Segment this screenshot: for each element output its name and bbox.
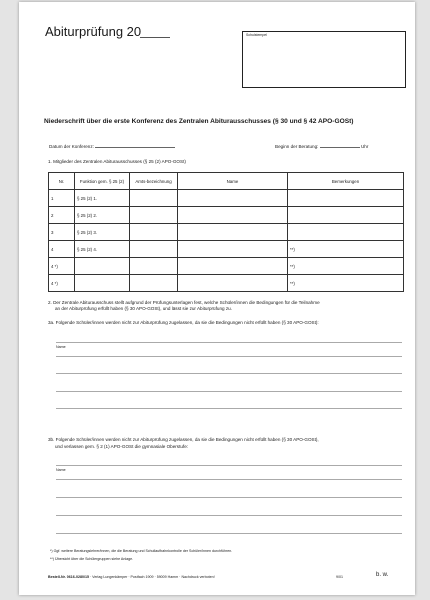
table-row [49, 207, 404, 224]
form-sheet [19, 2, 415, 595]
start-time-label: Beginn der Beratung: [275, 144, 319, 149]
row-name-cell[interactable] [178, 190, 288, 207]
table-row [49, 258, 404, 275]
conference-date-row [49, 143, 175, 149]
row-function: § 25 (2) 4. [75, 241, 130, 258]
row-title-cell[interactable] [130, 224, 178, 241]
row-number: 4 *) [49, 275, 75, 292]
row-name-cell[interactable] [178, 241, 288, 258]
row-number: 4 *) [49, 258, 75, 275]
document-heading: Niederschrift über die erste Konferenz des Zentralen Abiturausschusses (§ 30 und § 42 APO-GOSt) [44, 118, 354, 125]
members-table-header [49, 173, 404, 190]
column-header: Bemerkungen [288, 173, 404, 190]
table-row [49, 241, 404, 258]
row-function [75, 275, 130, 292]
section-3b-line-2: und verlassen gem. § 2 (1) APO-GOSt die gymnasiale Oberstufe: [55, 444, 189, 449]
section-3a-line[interactable] [56, 373, 402, 374]
footnote-2: **) Übersicht über die Schülergruppen siehe Anlage. [50, 557, 134, 561]
column-header: Amts-bezeichnung [130, 173, 178, 190]
order-number: Bestell-Nr. 0616-0280/15 [48, 575, 89, 579]
row-function: § 25 (2) 3. [75, 224, 130, 241]
row-title-cell[interactable] [130, 207, 178, 224]
section-3b-line[interactable] [56, 479, 402, 480]
section-3a-text: 3a. Folgende Schüler/innen werden nicht zur Abiturprüfung zugelassen, da sie die Bedingungen nicht erfüllt haben (§ 30 APO-GOSt): [48, 320, 319, 325]
publisher-line: · Verlag Lungenkämper · Postfach 1909 · 59009 Hamm · Nachdruck verboten! [88, 575, 215, 579]
section-2-line-1: 2. Der Zentrale Abiturausschuss stellt aufgrund der Prüfungsunterlagen fest, welche Schüler/innen die Bedingungen für die Teilnahme [48, 300, 320, 305]
footnote-1: *) Ggf. weitere Beratungslehrer/innen, die die Beratung und Schullaufbahnkontrolle der Schüler/innen durchführen. [50, 549, 233, 553]
row-name-cell[interactable] [178, 275, 288, 292]
row-name-cell[interactable] [178, 258, 288, 275]
column-header: Nr. [49, 173, 75, 190]
row-name-cell[interactable] [178, 224, 288, 241]
section-3a-line[interactable] [56, 391, 402, 392]
table-row [49, 190, 404, 207]
row-number: 1 [49, 190, 75, 207]
row-number: 3 [49, 224, 75, 241]
table-row [49, 224, 404, 241]
row-remarks[interactable] [288, 190, 404, 207]
row-name-cell[interactable] [178, 207, 288, 224]
section-3b-line[interactable] [56, 465, 402, 466]
row-title-cell[interactable] [130, 241, 178, 258]
section-3b-name-label: Name [56, 468, 66, 472]
section-3a-name-label: Name [56, 345, 66, 349]
row-remarks[interactable]: **) [288, 258, 404, 275]
please-turn-over: b. w. [376, 572, 389, 578]
section-2-line-2: an der Abiturprüfung erfüllt haben (§ 30 APO-GOSt), und lässt sie zur Abiturprüfung zu. [55, 306, 232, 311]
section-3a-line[interactable] [56, 342, 402, 343]
year-blank-line [140, 37, 170, 38]
row-title-cell[interactable] [130, 275, 178, 292]
table-row [49, 275, 404, 292]
section-3a-line[interactable] [56, 356, 402, 357]
section-1-label: 1. Mitglieder des Zentralen Abiturausschusses (§ 25 (2) APO-GOSt) [48, 159, 186, 164]
row-title-cell[interactable] [130, 190, 178, 207]
section-3a-line[interactable] [56, 408, 402, 409]
row-title-cell[interactable] [130, 258, 178, 275]
column-header: Funktion gem. § 25 (2) [75, 173, 130, 190]
members-table [48, 172, 404, 292]
row-remarks[interactable]: **) [288, 275, 404, 292]
conference-date-blank [95, 143, 175, 148]
start-time-blank [320, 143, 360, 148]
start-time-unit: Uhr [360, 144, 369, 149]
row-number: 4 [49, 241, 75, 258]
row-remarks[interactable] [288, 207, 404, 224]
row-remarks[interactable] [288, 224, 404, 241]
section-3b-line[interactable] [56, 533, 402, 534]
footer-imprint [48, 575, 215, 579]
row-function [75, 258, 130, 275]
row-remarks[interactable]: **) [288, 241, 404, 258]
section-3b-line-1: 3b. Folgende Schüler/innen werden nicht zur Abiturprüfung zugelassen, da sie die Bedingungen nicht erfüllt haben (§ 30 APO-GOSt), [48, 437, 319, 442]
stamp-label: Schulstempel [246, 33, 268, 37]
section-3b-line[interactable] [56, 497, 402, 498]
start-time-row [275, 143, 368, 149]
conference-date-label: Datum der Konferenz: [49, 144, 94, 149]
section-3b-line[interactable] [56, 515, 402, 516]
row-function: § 25 (2) 1. [75, 190, 130, 207]
row-number: 2 [49, 207, 75, 224]
column-header: Name [178, 173, 288, 190]
form-version: 9/01 [336, 575, 343, 579]
form-title: Abiturprüfung 20 [45, 24, 142, 39]
row-function: § 25 (2) 2. [75, 207, 130, 224]
school-stamp-box [242, 31, 406, 88]
